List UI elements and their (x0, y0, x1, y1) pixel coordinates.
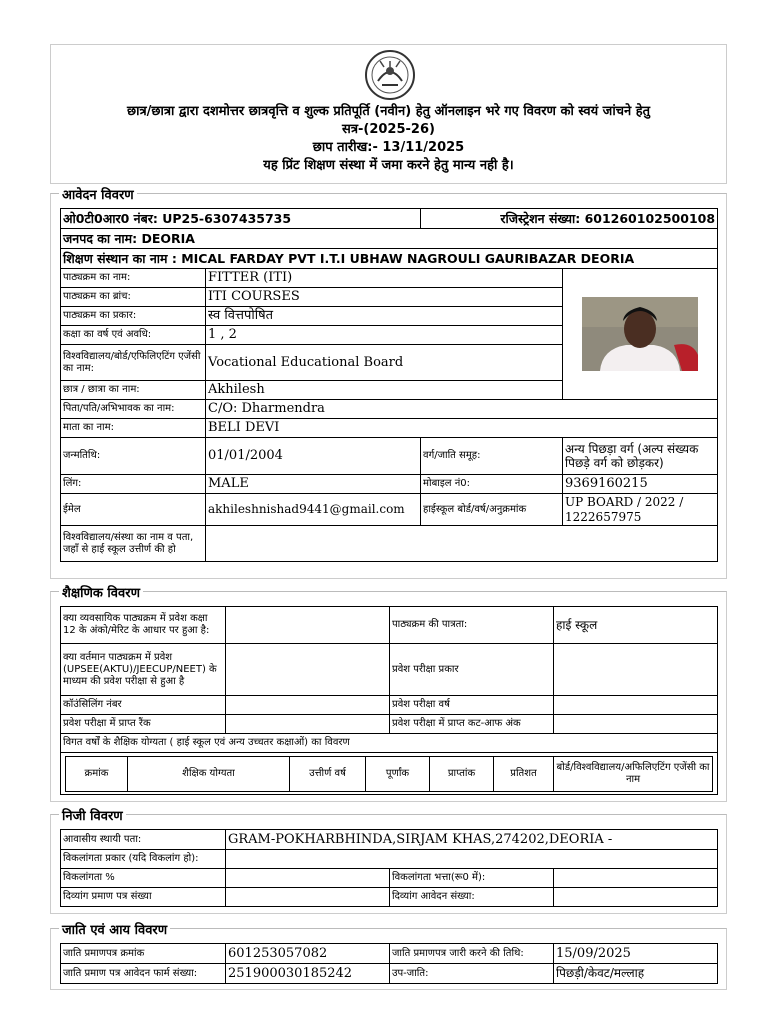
subcaste-value: पिछड़ी/केवट/मल्लाह (554, 964, 718, 984)
col-qualification: शैक्षिक योग्यता (128, 756, 290, 791)
divyang-cert-value (226, 888, 390, 907)
caste-cert-no-value: 601253057082 (226, 944, 390, 964)
highschool-label: हाईस्कूल बोर्ड/वर्ष/अनुक्रमांक (421, 494, 563, 526)
student-photo-cell (563, 269, 718, 400)
mobile-label: मोबाइल नं0: (421, 475, 563, 494)
personal-table (60, 829, 718, 907)
address-value: GRAM-POKHARBHINDA,SIRJAM KHAS,274202,DEORIA - (226, 830, 718, 850)
caste-cert-date-value: 15/09/2025 (554, 944, 718, 964)
col-serial: क्रमांक (66, 756, 128, 791)
highschool-institute-label: विश्वविद्यालय/संस्था का नाम व पता, जहाँ से हाई स्कूल उत्तीर्ण की हो (61, 526, 206, 562)
caste-cert-date-label: जाति प्रमाणपत्र जारी करने की तिथि: (390, 944, 554, 964)
col-max-marks: पूर्णांक (366, 756, 430, 791)
merit-admission-value (226, 607, 390, 644)
rank-value (226, 715, 390, 734)
board-label: विश्वविद्यालय/बोर्ड/एफिलिएटिंग एजेंसी का नाम: (61, 345, 206, 381)
dob-label: जन्मतिथि: (61, 438, 206, 475)
category-value: अन्य पिछड़ा वर्ग (अल्प संख्यक पिछड़े वर्ग को छोड़कर) (563, 438, 718, 475)
previous-qualification-table (65, 756, 713, 792)
otr-number: ओ0टी0आर0 नंबर: UP25-6307435735 (61, 209, 421, 229)
highschool-institute-value (206, 526, 718, 562)
divyang-cert-label: दिव्यांग प्रमाण पत्र संख्या (61, 888, 226, 907)
exam-year-value (554, 696, 718, 715)
exam-type-value (554, 644, 718, 696)
caste-form-no-value: 251900030185242 (226, 964, 390, 984)
header-session: सत्र-(2025-26) (342, 122, 435, 137)
application-section (50, 188, 727, 579)
caste-form-no-label: जाति प्रमाण पत्र आवेदन फार्म संख्या: (61, 964, 226, 984)
disability-allowance-value (554, 869, 718, 888)
disability-percent-value (226, 869, 390, 888)
subcaste-label: उप-जाति: (390, 964, 554, 984)
class-year-value: 1 , 2 (206, 326, 563, 345)
disability-percent-label: विकलांगता % (61, 869, 226, 888)
mother-name-value: BELI DEVI (206, 419, 718, 438)
board-value: Vocational Educational Board (206, 345, 563, 381)
entrance-admission-value (226, 644, 390, 696)
email-label: ईमेल (61, 494, 206, 526)
category-label: वर्ग/जाति समूह: (421, 438, 563, 475)
exam-type-label: प्रवेश परीक्षा प्रकार (390, 644, 554, 696)
course-type-value: स्व वित्तपोषित (206, 307, 563, 326)
father-name-value: C/O: Dharmendra (206, 400, 718, 419)
disability-allowance-label: विकलांगता भत्ता(रू0 में): (390, 869, 554, 888)
academic-section (50, 586, 727, 802)
student-photo (582, 297, 698, 371)
district-name: जनपद का नाम: DEORIA (61, 229, 718, 249)
personal-legend: निजी विवरण (59, 806, 126, 824)
caste-section (50, 923, 727, 990)
exam-year-label: प्रवेश परीक्षा वर्ष (390, 696, 554, 715)
mobile-value: 9369160215 (563, 475, 718, 494)
rank-label: प्रवेश परीक्षा में प्राप्त रैंक (61, 715, 226, 734)
previous-qualification-label: विगत वर्षों के शैक्षिक योग्यता ( हाई स्कूल एवं अन्य उच्चतर कक्षाओं) का विवरण (61, 734, 718, 753)
col-board-name: बोर्ड/विश्वविद्यालय/अफिलिएटिंग एजेंसी का नाम (554, 756, 713, 791)
eligibility-label: पाठ्यक्रम की पात्रता: (390, 607, 554, 644)
divyang-application-label: दिव्यांग आवेदन संख्या: (390, 888, 554, 907)
caste-legend: जाति एवं आय विवरण (59, 920, 170, 938)
col-pass-year: उत्तीर्ण वर्ष (290, 756, 366, 791)
previous-qualification-cell (61, 753, 718, 795)
divyang-application-value (554, 888, 718, 907)
class-year-label: कक्षा का वर्ष एवं अवधि: (61, 326, 206, 345)
header-title-line1: छात्र/छात्रा द्वारा दशमोत्तर छात्रवृत्ति व शुल्क प्रतिपूर्ति (नवीन) हेतु ऑनलाइन भरे गए विवरण को स्वयं जांचने हेतु (126, 104, 651, 119)
entrance-admission-label: क्या वर्तमान पाठ्यक्रम में प्रवेश (UPSEE(AKTU)/JEECUP/NEET) के माध्यम की प्रवेश परीक्षा से हुआ है (61, 644, 226, 696)
course-branch-label: पाठ्यक्रम का ब्रांच: (61, 288, 206, 307)
disability-type-value (226, 850, 718, 869)
student-name-label: छात्र / छात्रा का नाम: (61, 381, 206, 400)
gender-label: लिंग: (61, 475, 206, 494)
student-name-value: Akhilesh (206, 381, 563, 400)
course-type-label: पाठ्यक्रम का प्रकार: (61, 307, 206, 326)
header-note: यह प्रिंट शिक्षण संस्था में जमा करने हेतु मान्य नही है। (263, 158, 514, 173)
col-percentage: प्रतिशत (494, 756, 554, 791)
highschool-value: UP BOARD / 2022 / 1222657975 (563, 494, 718, 526)
col-obtained-marks: प्राप्तांक (430, 756, 494, 791)
email-value: akhileshnishad9441@gmail.com (206, 494, 421, 526)
application-table (60, 208, 718, 562)
registration-number: रजिस्ट्रेशन संख्या: 601260102500108 (421, 209, 718, 229)
academic-legend: शैक्षणिक विवरण (59, 583, 143, 601)
up-government-emblem-icon (360, 49, 420, 101)
merit-admission-label: क्या व्यवसायिक पाठ्यक्रम में प्रवेश कक्षा 12 के अंको/मेरिट के आधार पर हुआ है: (61, 607, 226, 644)
document-header (50, 44, 727, 184)
cutoff-label: प्रवेश परीक्षा में प्राप्त कट-आफ अंक (390, 715, 554, 734)
mother-name-label: माता का नाम: (61, 419, 206, 438)
institution-name: शिक्षण संस्थान का नाम : MICAL FARDAY PVT I.T.I UBHAW NAGROULI GAURIBAZAR DEORIA (61, 249, 718, 269)
personal-section (50, 809, 727, 914)
eligibility-value: हाई स्कूल (554, 607, 718, 644)
cutoff-value (554, 715, 718, 734)
dob-value: 01/01/2004 (206, 438, 421, 475)
course-name-value: FITTER (ITI) (206, 269, 563, 288)
gender-value: MALE (206, 475, 421, 494)
counselling-value (226, 696, 390, 715)
counselling-label: कॉउंसिलिंग नंबर (61, 696, 226, 715)
disability-type-label: विकलांगता प्रकार (यदि विकलांग हो): (61, 850, 226, 869)
caste-cert-no-label: जाति प्रमाणपत्र क्रमांक (61, 944, 226, 964)
course-name-label: पाठ्यक्रम का नाम: (61, 269, 206, 288)
course-branch-value: ITI COURSES (206, 288, 563, 307)
father-name-label: पिता/पति/अभिभावक का नाम: (61, 400, 206, 419)
academic-table (60, 606, 718, 795)
address-label: आवासीय स्थायी पता: (61, 830, 226, 850)
caste-table (60, 943, 718, 984)
header-print-date: छाप तारीख:- 13/11/2025 (312, 140, 465, 155)
application-legend: आवेदन विवरण (59, 185, 137, 203)
